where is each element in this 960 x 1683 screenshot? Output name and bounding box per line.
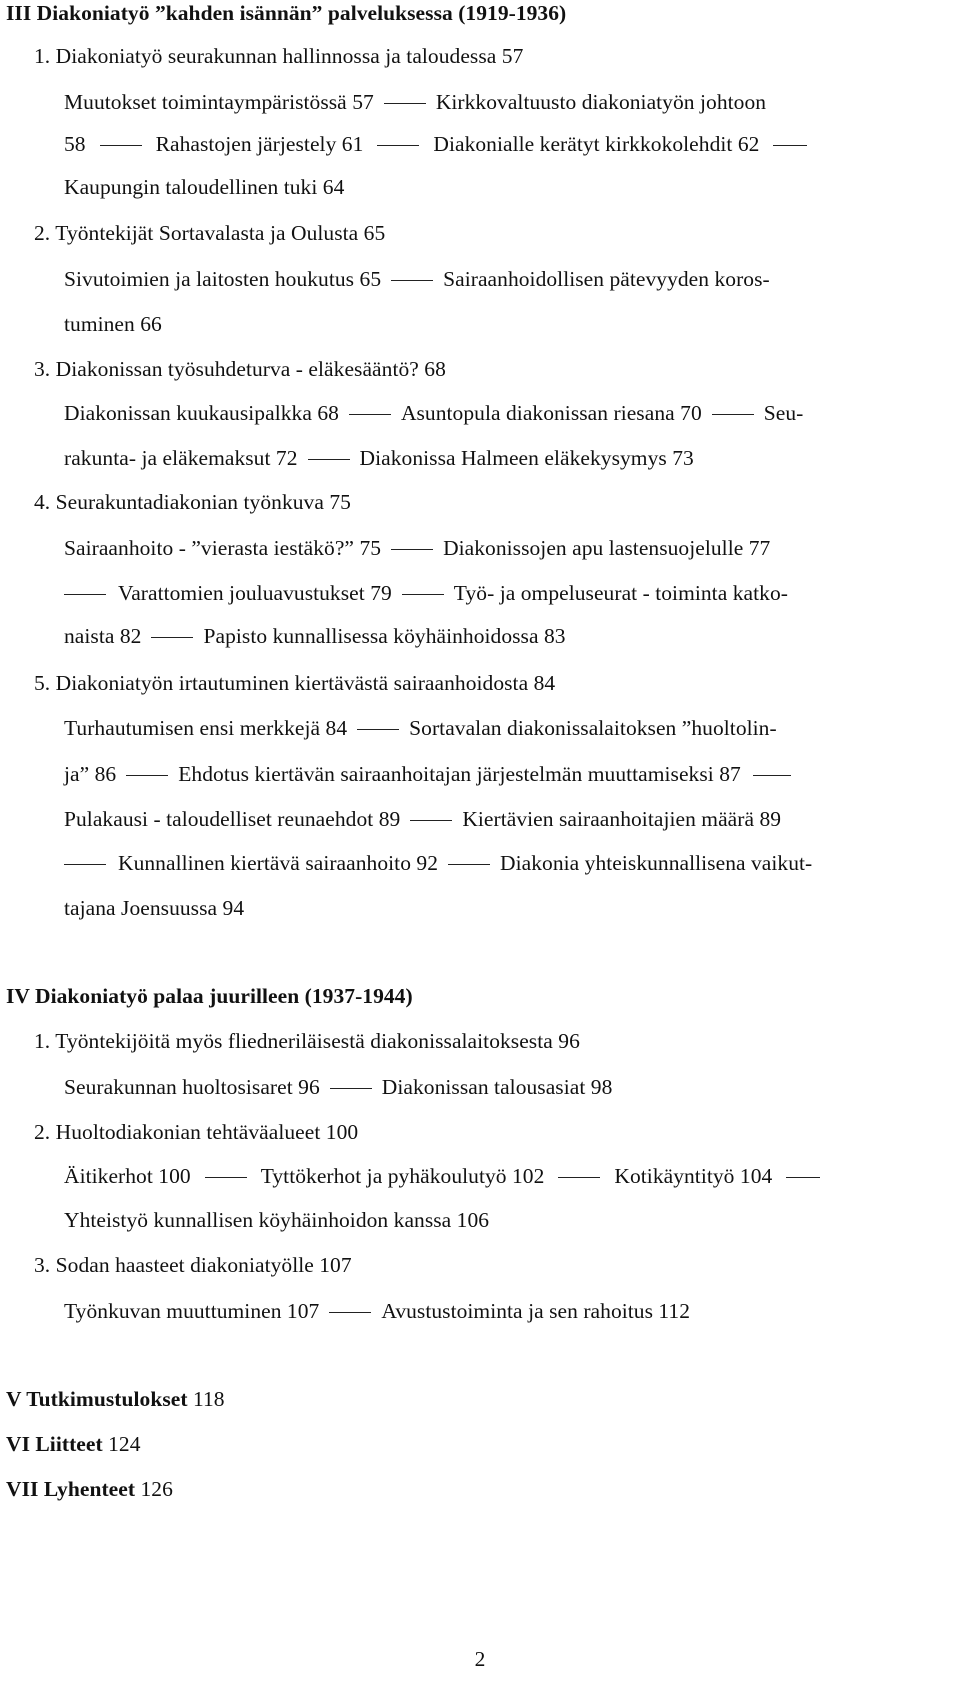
dash-separator: [773, 145, 807, 146]
dash-separator: [64, 864, 106, 865]
part-6-entry: [6, 1429, 141, 1459]
chapter-3-5-title: 5. Diakoniatyön irtautuminen kiertävästä sairaanhoidosta 84: [34, 671, 556, 695]
part-7-entry: [6, 1474, 173, 1504]
dash-separator: [64, 594, 106, 595]
toc-entry: Pulakausi - taloudelliset reunaehdot 89: [64, 807, 401, 831]
toc-entry: Diakonia yhteiskunnallisena vaikut-: [500, 851, 813, 875]
toc-line: [64, 443, 694, 473]
part-7-page: 126: [140, 1477, 173, 1501]
part-7-label: VII Lyhenteet: [6, 1477, 136, 1501]
dash-separator: [377, 145, 419, 146]
dash-separator: [712, 414, 754, 415]
toc-entry: Turhautumisen ensi merkkejä 84: [64, 716, 348, 740]
toc-entry: Seu-: [763, 401, 804, 425]
toc-line: [64, 578, 788, 608]
dash-separator: [100, 145, 142, 146]
toc-entry: Avustustoiminta ja sen rahoitus 112: [381, 1299, 691, 1323]
toc-entry: Työ- ja ompeluseurat - toiminta katko-: [453, 581, 788, 605]
toc-entry: Diakonissojen apu lastensuojelulle 77: [443, 536, 771, 560]
toc-line: [64, 398, 803, 428]
toc-entry: Sivutoimien ja laitosten houkutus 65: [64, 267, 382, 291]
toc-line: [64, 1072, 612, 1102]
dash-separator: [205, 1177, 247, 1178]
dash-separator: [126, 775, 168, 776]
toc-entry: Kirkkovaltuusto diakoniatyön johtoon: [435, 90, 767, 114]
chapter-3-3-title: 3. Diakonissan työsuhdeturva - eläkesääntö? 68: [34, 357, 446, 381]
toc-entry: Diakonissan kuukausipalkka 68: [64, 401, 339, 425]
toc-line: [64, 759, 791, 789]
chapter-3-2-title: 2. Työntekijät Sortavalasta ja Oulusta 65: [34, 221, 386, 245]
toc-entry: Diakonissan talousasiat 98: [381, 1075, 613, 1099]
dash-separator: [330, 1088, 372, 1089]
dash-separator: [384, 103, 426, 104]
part-6-page: 124: [108, 1432, 141, 1456]
toc-entry: Sortavalan diakonissalaitoksen ”huoltolin-: [409, 716, 777, 740]
toc-entry: 58: [64, 132, 86, 156]
dash-separator: [402, 594, 444, 595]
toc-line: tajana Joensuussa 94: [64, 896, 245, 920]
dash-separator: [448, 864, 490, 865]
toc-entry: Rahastojen järjestely 61: [155, 132, 364, 156]
toc-line: [64, 264, 770, 294]
dash-separator: [753, 775, 791, 776]
part-3-heading: III Diakoniatyö ”kahden isännän” palveluksessa (1919-1936): [6, 1, 567, 25]
dash-separator: [329, 1312, 371, 1313]
toc-entry: Asuntopula diakonissan riesana 70: [400, 401, 702, 425]
part-5-entry: [6, 1384, 225, 1414]
dash-separator: [391, 280, 433, 281]
dash-separator: [349, 414, 391, 415]
toc-line: [64, 848, 812, 878]
part-5-label: V Tutkimustulokset: [6, 1387, 188, 1411]
dash-separator: [391, 549, 433, 550]
part-6-label: VI Liitteet: [6, 1432, 103, 1456]
toc-line: Kaupungin taloudellinen tuki 64: [64, 175, 345, 199]
toc-entry: Muutokset toimintaympäristössä 57: [64, 90, 374, 114]
toc-entry: Äitikerhot 100: [64, 1164, 191, 1188]
chapter-3-1-title: 1. Diakoniatyö seurakunnan hallinnossa ja taloudessa 57: [34, 44, 524, 68]
toc-line: [64, 621, 566, 651]
toc-line: [64, 713, 777, 743]
toc-entry: naista 82: [64, 624, 142, 648]
chapter-3-4-title: 4. Seurakuntadiakonian työnkuva 75: [34, 490, 351, 514]
dash-separator: [786, 1177, 820, 1178]
toc-entry: Kiertävien sairaanhoitajien määrä 89: [462, 807, 782, 831]
dash-separator: [308, 459, 350, 460]
toc-entry: Kotikäyntityö 104: [614, 1164, 773, 1188]
toc-line: Yhteistyö kunnallisen köyhäinhoidon kanssa 106: [64, 1208, 490, 1232]
toc-line: tuminen 66: [64, 312, 162, 336]
dash-separator: [357, 729, 399, 730]
chapter-4-2-title: 2. Huoltodiakonian tehtäväalueet 100: [34, 1120, 359, 1144]
toc-entry: Ehdotus kiertävän sairaanhoitajan järjestelmän muuttamiseksi 87: [178, 762, 741, 786]
toc-line: [64, 1296, 690, 1326]
dash-separator: [151, 637, 193, 638]
toc-line: [64, 533, 770, 563]
part-5-page: 118: [192, 1387, 225, 1411]
toc-entry: Työnkuvan muuttuminen 107: [64, 1299, 320, 1323]
chapter-4-1-title: 1. Työntekijöitä myös fliedneriläisestä diakonissalaitoksesta 96: [34, 1029, 580, 1053]
toc-entry: Papisto kunnallisessa köyhäinhoidossa 83: [203, 624, 566, 648]
toc-entry: ja” 86: [64, 762, 117, 786]
part-4-heading: IV Diakoniatyö palaa juurilleen (1937-1944): [6, 984, 413, 1008]
page-number: 2: [474, 1647, 486, 1671]
toc-line: [64, 804, 781, 834]
toc-line: [64, 1161, 820, 1191]
toc-line: [64, 87, 766, 117]
toc-entry: Varattomien jouluavustukset 79: [118, 581, 392, 605]
dash-separator: [558, 1177, 600, 1178]
toc-entry: Kunnallinen kiertävä sairaanhoito 92: [118, 851, 439, 875]
dash-separator: [410, 820, 452, 821]
toc-entry: Sairaanhoito - ”vierasta iestäkö?” 75: [64, 536, 382, 560]
toc-entry: Tyttökerhot ja pyhäkoulutyö 102: [260, 1164, 545, 1188]
toc-entry: Diakonissa Halmeen eläkekysymys 73: [359, 446, 694, 470]
toc-entry: Sairaanhoidollisen pätevyyden koros-: [443, 267, 770, 291]
chapter-4-3-title: 3. Sodan haasteet diakoniatyölle 107: [34, 1253, 352, 1277]
toc-entry: rakunta- ja eläkemaksut 72: [64, 446, 298, 470]
toc-entry: Diakonialle kerätyt kirkkokolehdit 62: [433, 132, 760, 156]
toc-entry: Seurakunnan huoltosisaret 96: [64, 1075, 320, 1099]
toc-line: [64, 129, 807, 159]
